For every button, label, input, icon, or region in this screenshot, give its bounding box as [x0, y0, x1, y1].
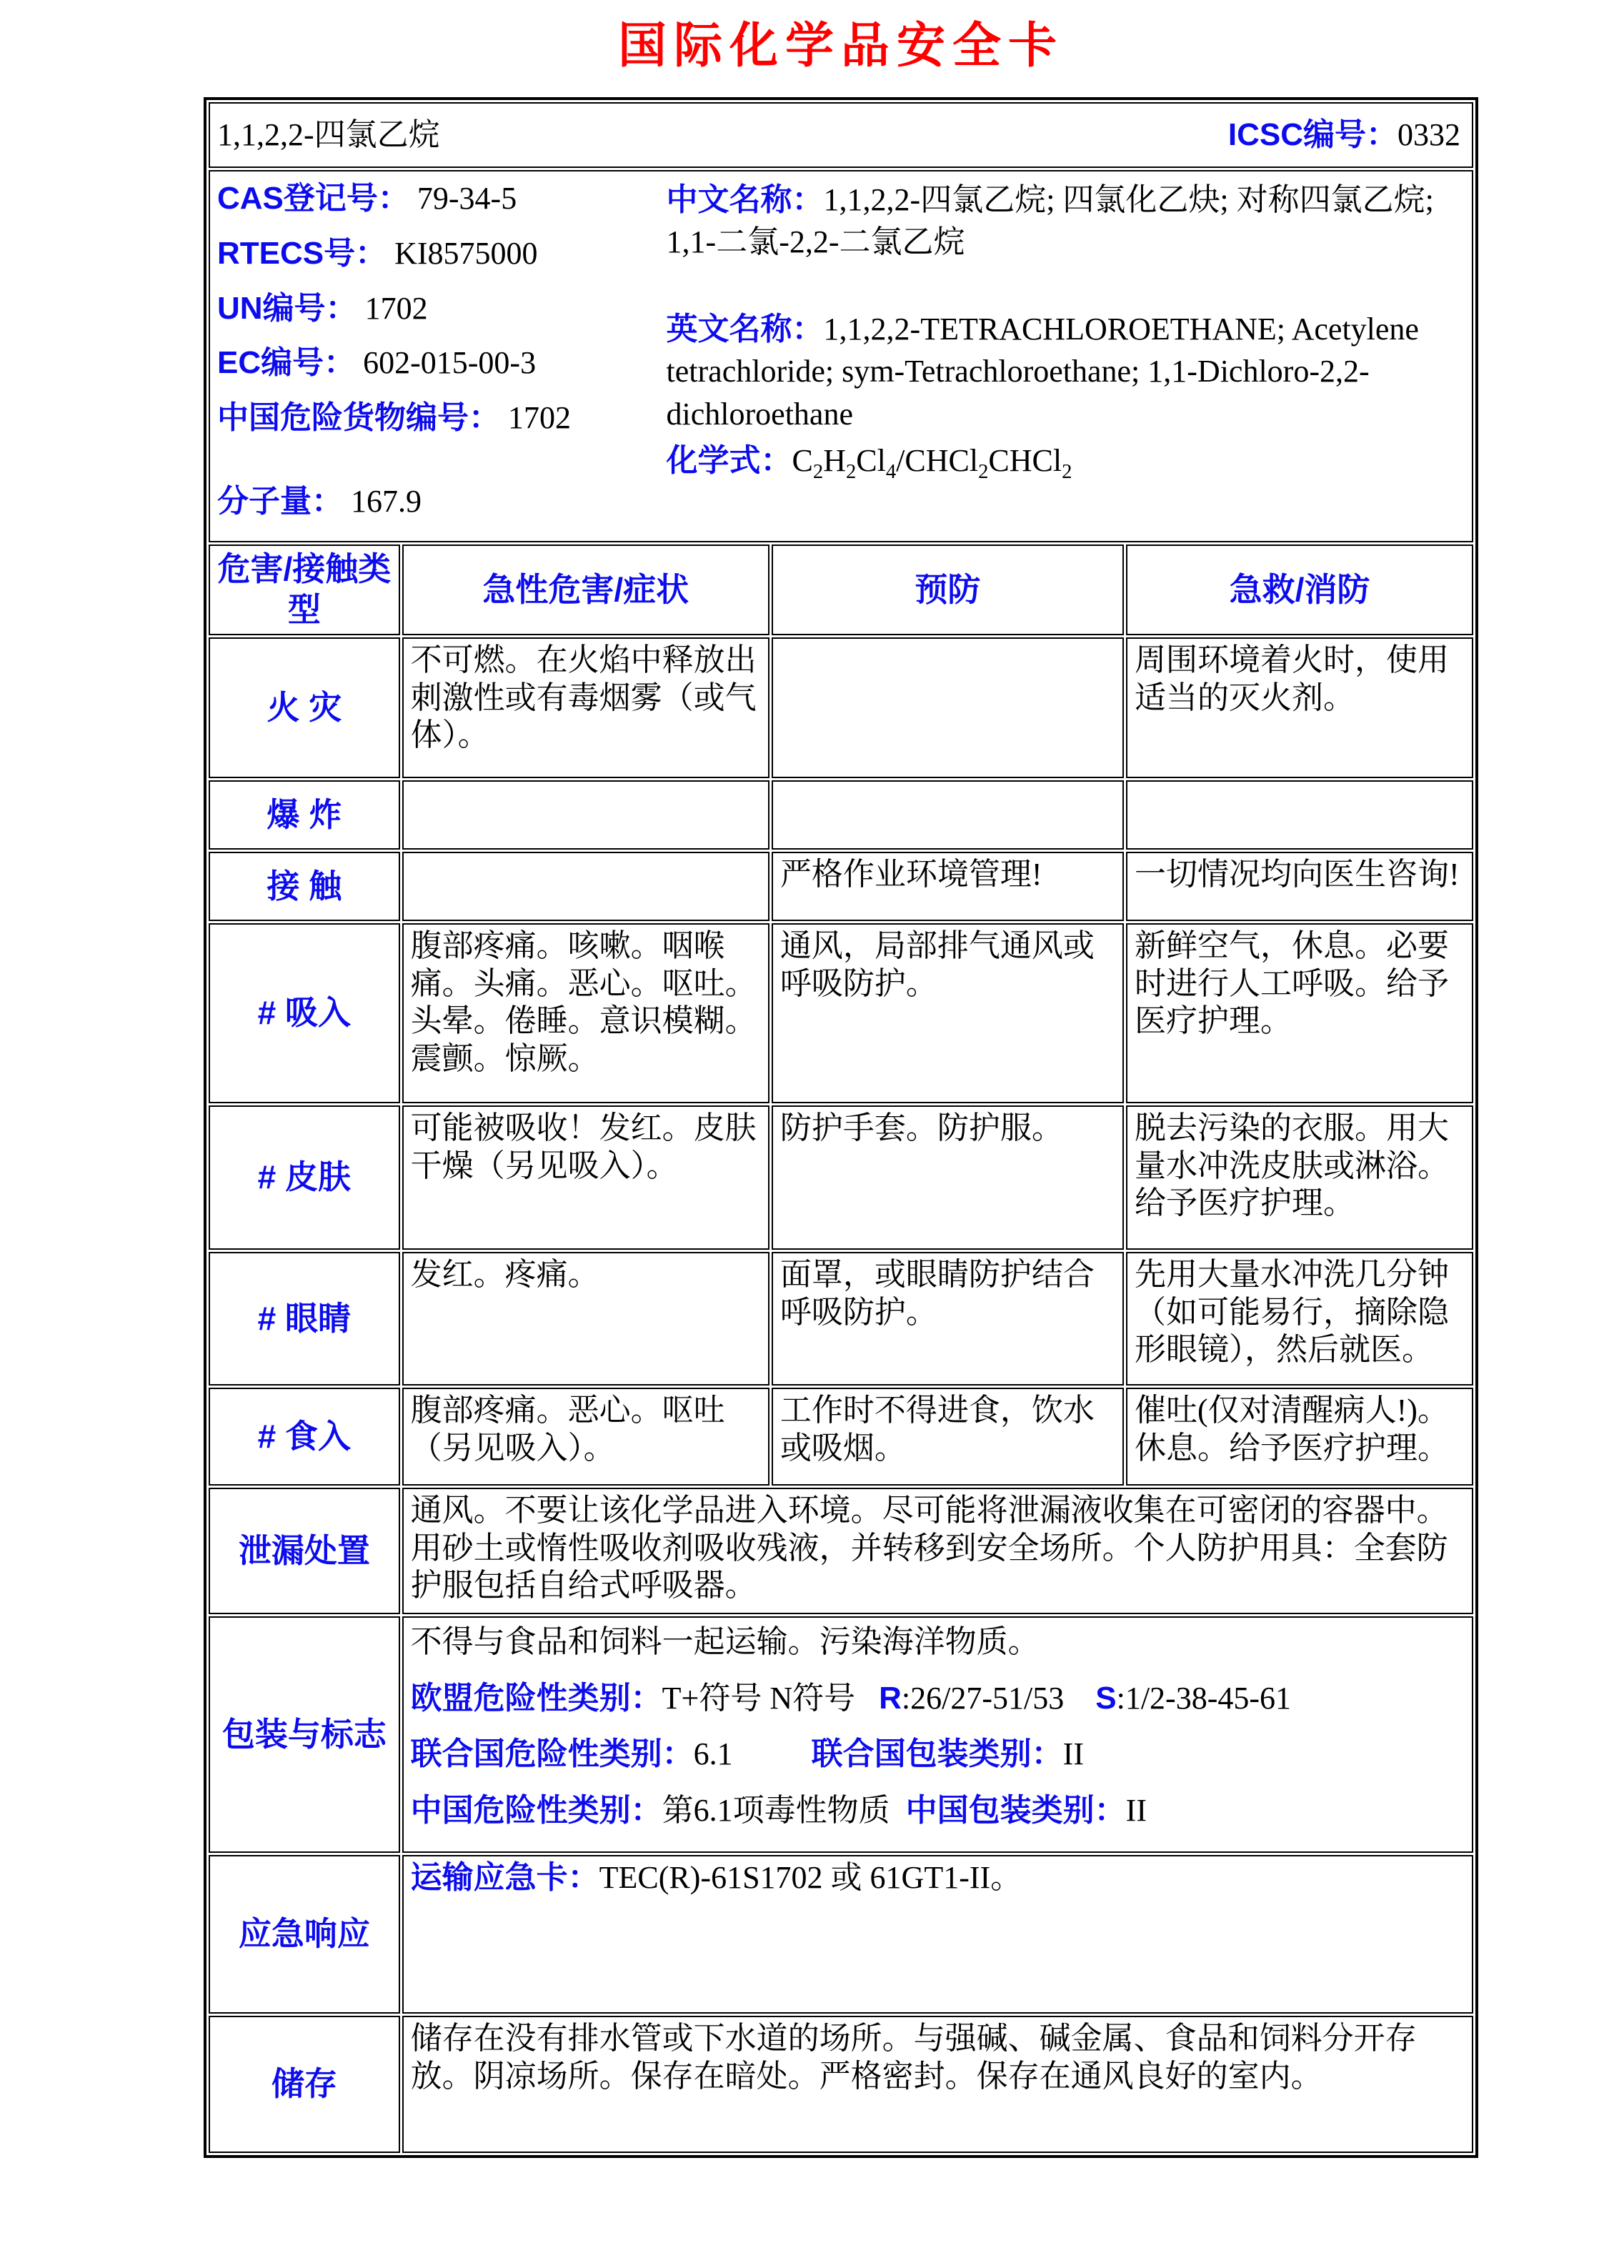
emergency-response-text: [402, 1855, 1473, 2014]
identifier-list: [217, 174, 667, 538]
hazard-header-row: [209, 544, 1473, 635]
storage-text: 储存在没有排水管或下水道的场所。与强碱、碱金属、食品和饲料分开存放。阴凉场所。保存在暗处。严格密封。保存在通风良好的室内。: [402, 2016, 1473, 2153]
china-dg-number-line: 中国危险货物编号： 1702: [217, 400, 571, 436]
table-row-ingestion: [209, 1388, 1473, 1486]
table-row-spill-disposal: [209, 1488, 1473, 1614]
rtecs-number-line: RTECS号： KI8575000: [217, 235, 538, 271]
un-number-line: UN编号： 1702: [217, 290, 428, 326]
icsc-number: 0332: [1398, 116, 1460, 152]
hazard-type-label: # 眼睛: [209, 1252, 400, 1386]
section-label-storage: 储存: [209, 2016, 400, 2153]
inhalation-first-aid: 新鲜空气，休息。必要时进行人工呼吸。给予医疗护理。: [1126, 923, 1473, 1103]
english-name-block: 英文名称：1,1,2,2-TETRACHLOROETHANE; Acetylene tetrachloride; sym-Tetrachloroethane; 1,1-Dichloro-2,2-dichloroethane: [666, 311, 1419, 432]
table-row-emergency-response: [209, 1855, 1473, 2014]
table-row-skin: [209, 1105, 1473, 1250]
icsc-number-box: [1228, 116, 1465, 154]
exposure-symptoms: [402, 852, 769, 921]
packaging-line-china-class: 中国危险性类别：第6.1项毒性物质 中国包装类别：II: [410, 1793, 1147, 1829]
ingestion-first-aid: 催吐(仅对清醒病人!)。休息。给予医疗护理。: [1126, 1388, 1473, 1486]
section-label-packaging: 包装与标志: [209, 1616, 400, 1853]
explosion-prevention: [772, 780, 1124, 850]
name-row: [209, 102, 1473, 168]
spill-disposal-text: 通风。不要让该化学品进入环境。尽可能将泄漏液收集在可密闭的容器中。用砂土或惰性吸收剂吸收残液，并转移到安全场所。个人防护用具：全套防护服包括自给式呼吸器。: [402, 1488, 1473, 1614]
icsc-card: [204, 97, 1478, 2158]
table-row-fire: [209, 637, 1473, 778]
col-header-symptoms: 急性危害/症状: [402, 544, 769, 635]
section-label-emergency: 应急响应: [209, 1855, 400, 2014]
inhalation-symptoms: 腹部疼痛。咳嗽。咽喉痛。头痛。恶心。呕吐。头晕。倦睡。意识模糊。震颤。惊厥。: [402, 923, 769, 1103]
eyes-first-aid: 先用大量水冲洗几分钟（如可能易行，摘除隐形眼镜），然后就医。: [1126, 1252, 1473, 1386]
skin-first-aid: 脱去污染的衣服。用大量水冲洗皮肤或淋浴。给予医疗护理。: [1126, 1105, 1473, 1250]
eyes-prevention: 面罩，或眼睛防护结合呼吸防护。: [772, 1252, 1124, 1386]
hazard-type-label: # 食入: [209, 1388, 400, 1486]
hazard-type-label: 接 触: [209, 852, 400, 921]
hazard-type-label: 火 灾: [209, 637, 400, 778]
hazard-type-label: 爆 炸: [209, 780, 400, 850]
table-row-explosion: [209, 780, 1473, 850]
table-row-inhalation: [209, 923, 1473, 1103]
ingestion-prevention: 工作时不得进食，饮水或吸烟。: [772, 1388, 1124, 1486]
fire-symptoms: 不可燃。在火焰中释放出刺激性或有毒烟雾（或气体）。: [402, 637, 769, 778]
ingestion-symptoms: 腹部疼痛。恶心。呕吐（另见吸入）。: [402, 1388, 769, 1486]
cas-number-line: CAS登记号： 79-34-5: [217, 181, 517, 216]
exposure-prevention: 严格作业环境管理!: [772, 852, 1124, 921]
exposure-first-aid: 一切情况均向医生咨询!: [1126, 852, 1473, 921]
packaging-line-un-class: 联合国危险性类别：6.1 联合国包装类别：II: [410, 1736, 1084, 1772]
table-row-eyes: [209, 1252, 1473, 1386]
section-label-spill: 泄漏处置: [209, 1488, 400, 1614]
eyes-symptoms: 发红。疼痛。: [402, 1252, 769, 1386]
icsc-label: ICSC编号：: [1227, 116, 1398, 152]
packaging-line-eu-class: 欧盟危险性类别：T+符号 N符号 R:26/27-51/53 S:1/2-38-45-61: [410, 1680, 1292, 1716]
fire-prevention: [772, 637, 1124, 778]
table-row-packaging: [209, 1616, 1473, 1853]
molecular-weight-line: 分子量： 167.9: [217, 483, 422, 519]
explosion-symptoms: [402, 780, 769, 850]
identifiers-row: [209, 170, 1473, 542]
hazard-type-label: # 皮肤: [209, 1105, 400, 1250]
fire-first-aid: 周围环境着火时，使用适当的灭火剂。: [1126, 637, 1473, 778]
table-row-storage: [209, 2016, 1473, 2153]
inhalation-prevention: 通风，局部排气通风或呼吸防护。: [772, 923, 1124, 1103]
col-header-first-aid: 急救/消防: [1126, 544, 1473, 635]
page-title: 国际化学品安全卡: [617, 19, 1064, 73]
formula-block: 化学式：$C_2H_2Cl_4/CHCl_2CHCl_2$: [666, 442, 1072, 483]
packaging-text: [402, 1616, 1473, 1853]
chinese-name-block: 中文名称：1,1,2,2-四氯乙烷; 四氯化乙炔; 对称四氯乙烷; 1,1-二氯-2,2-二氯乙烷: [666, 182, 1434, 260]
col-header-prevention: 预防: [772, 544, 1124, 635]
hazard-type-label: # 吸入: [209, 923, 400, 1103]
table-row-exposure: [209, 852, 1473, 921]
name-list: [667, 174, 1465, 538]
explosion-first-aid: [1126, 780, 1473, 850]
transport-emergency-card-line: 运输应急卡：TEC(R)-61S1702 或 61GT1-II。: [410, 1859, 1022, 1895]
packaging-line-transport: 不得与食品和饲料一起运输。污染海洋物质。: [410, 1623, 1040, 1659]
skin-prevention: 防护手套。防护服。: [772, 1105, 1124, 1250]
ec-number-line: EC编号： 602-015-00-3: [217, 345, 537, 381]
chemical-formula: $C_2H_2Cl_4/CHCl_2CHCl_2$: [792, 442, 1072, 483]
skin-symptoms: 可能被吸收！发红。皮肤干燥（另见吸入）。: [402, 1105, 769, 1250]
col-header-hazard-type: 危害/接触类型: [209, 544, 400, 635]
chemical-name: 1,1,2,2-四氯乙烷: [217, 116, 440, 152]
